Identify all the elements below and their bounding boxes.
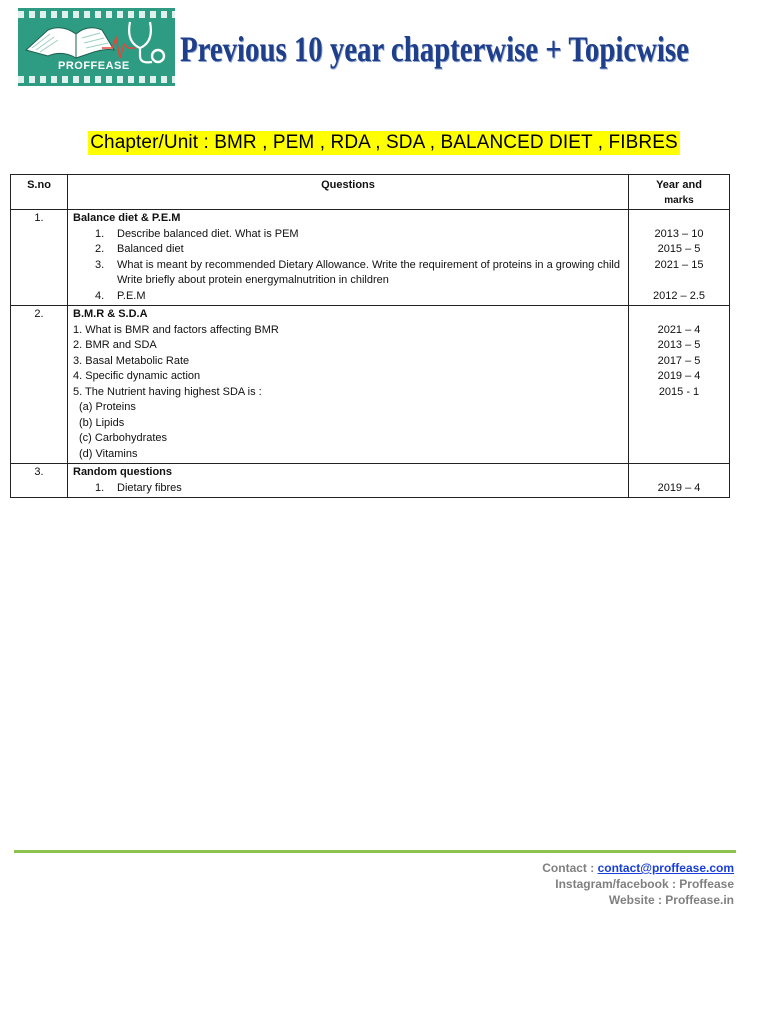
question-number: 1.: [95, 227, 105, 240]
question-text: Dietary fibres: [117, 481, 182, 494]
question-item: [73, 289, 623, 305]
year-header-line1: Year and: [656, 179, 702, 191]
year-marks: 2013 – 10: [654, 227, 704, 240]
footer-social: Instagram/facebook : Proffease: [555, 877, 734, 891]
book-stethoscope-icon: [18, 8, 175, 86]
question-item: 1. What is BMR and factors affecting BMR: [73, 323, 279, 336]
option-item: (d) Vitamins: [79, 447, 138, 460]
year-marks: 2019 – 4: [657, 481, 701, 494]
row-sno: 3.: [11, 464, 68, 498]
row-questions: [68, 210, 629, 306]
questions-header: Questions: [68, 175, 629, 210]
footer: [542, 860, 734, 908]
section-title: B.M.R & S.D.A: [73, 308, 148, 320]
question-text: Describe balanced diet. What is PEM: [117, 227, 299, 240]
year-marks: 2012 – 2.5: [653, 289, 705, 302]
row-sno: 1.: [11, 210, 68, 306]
question-item: 2. BMR and SDA: [73, 339, 157, 351]
row-years: [629, 306, 730, 464]
logo-text: PROFFEASE: [58, 60, 130, 72]
option-item: (b) Lipids: [79, 416, 125, 429]
year-marks: 2021 – 4: [657, 323, 701, 336]
chapter-heading-wrap: [0, 131, 768, 155]
row-years: [629, 464, 730, 498]
question-item: [73, 227, 623, 243]
year-marks: 2013 – 5: [657, 339, 701, 351]
question-number: 4.: [95, 289, 105, 302]
question-text: Balanced diet: [117, 243, 184, 255]
year-marks: 2021 – 15: [654, 258, 704, 271]
year-marks: 2017 – 5: [657, 354, 701, 367]
option-item: (a) Proteins: [79, 401, 136, 413]
question-item: [73, 242, 623, 258]
year-marks: 2015 - 1: [658, 385, 700, 398]
question-text: P.E.M: [117, 289, 146, 302]
table-row: [11, 306, 730, 464]
row-years: [629, 210, 730, 306]
footer-website: Website : Proffease.in: [608, 893, 734, 907]
table-header-row: [11, 175, 730, 210]
question-number: 1.: [95, 481, 105, 494]
table-row: [11, 210, 730, 306]
row-questions: [68, 306, 629, 464]
row-questions: [68, 464, 629, 498]
year-header-line2: marks: [664, 195, 694, 206]
year-marks: 2015 – 5: [657, 243, 701, 255]
proffease-logo: [18, 8, 175, 86]
footer-contact: [542, 860, 734, 876]
chapter-heading: Chapter/Unit : BMR , PEM , RDA , SDA , BALANCED DIET , FIBRES: [90, 132, 678, 153]
contact-email-link[interactable]: contact@proffease.com: [597, 861, 734, 875]
table-row: [11, 464, 730, 498]
sno-header: S.no: [11, 175, 68, 210]
question-item: [73, 258, 623, 289]
section-title: Balance diet & P.E.M: [73, 212, 181, 224]
contact-label: Contact :: [542, 861, 598, 875]
question-item: 3. Basal Metabolic Rate: [73, 354, 190, 367]
option-item: (c) Carbohydrates: [79, 432, 168, 444]
year-marks: 2019 – 4: [657, 370, 701, 382]
question-number: 2.: [95, 243, 105, 255]
section-title: Random questions: [73, 466, 173, 478]
year-marks-header: [629, 175, 730, 210]
question-text: What is meant by recommended Dietary Allowance. Write the requirement of proteins in a growing child Write briefly about protein energymalnutrition in children: [117, 258, 620, 286]
row-sno: 2.: [11, 306, 68, 464]
question-item: 4. Specific dynamic action: [73, 370, 201, 382]
questions-table: [10, 174, 730, 498]
question-number: 3.: [95, 258, 105, 271]
question-item: [73, 481, 623, 497]
question-item: 5. The Nutrient having highest SDA is :: [73, 385, 262, 398]
footer-divider: [14, 850, 736, 853]
page-header-title: Previous 10 year chapterwise + Topicwise: [180, 29, 689, 69]
